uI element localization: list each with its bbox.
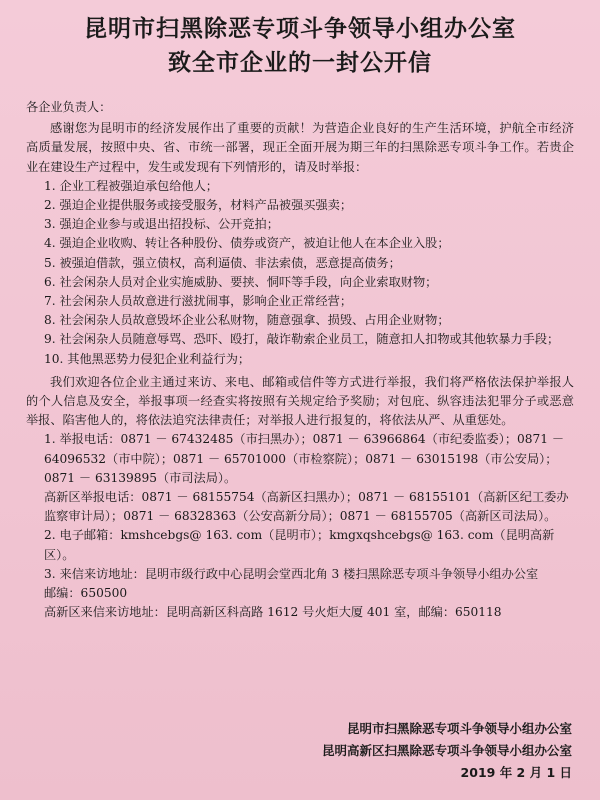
signature-org-city: 昆明市扫黑除恶专项斗争领导小组办公室 [346, 721, 572, 736]
list-item: 1. 企业工程被强迫承包给他人； [44, 178, 218, 193]
list-item: 8. 社会闲杂人员故意毁坏企业公私财物，随意强拿、损毁、占用企业财物； [44, 313, 450, 328]
mail-address-hitech: 高新区来信来访地址：昆明高新区科高路 1612 号火炬大厦 401 室，邮编：650118 [44, 605, 502, 620]
signature-block [322, 718, 572, 784]
list-item: 3. 强迫企业参与或退出招投标、公开竞拍； [44, 217, 279, 232]
intro-paragraph: 感谢您为昆明市的经济发展作出了重要的贡献！为营造企业良好的生产生活环境，护航全市经济高质量发展，按照中央、省、市统一部署，现正全面开展为期三年的扫黑除恶专项斗争工作。若贵企业在建设生产过程中，发生或发现有下列情形的，请及时举报： [26, 121, 574, 174]
welcome-paragraph: 我们欢迎各位企业主通过来访、来电、邮箱或信件等方式进行举报，我们将严格依法保护举报人的个人信息及安全，举报事项一经查实将按照有关规定给予奖励；对包庇、纵容违法犯罪分子或恶意举报、陷害他人的，将依法追究法律责任；对举报人进行报复的，将依法从严、从重惩处。 [26, 374, 574, 428]
list-item: 2. 强迫企业提供服务或接受服务，材料产品被强买强卖； [44, 198, 353, 213]
letter-body [26, 98, 574, 622]
phone-hitech: 高新区举报电话：0871 － 68155754（高新区扫黑办）；0871 － 68155101（高新区纪工委办监察审计局）；0871 － 68328363（公安高新分局）；0871 － 68155705（高新区司法局）。 [44, 490, 569, 524]
email-line: 2. 电子邮箱：kmshcebgs@ 163. com（昆明市）；kmgxqshcebgs@ 163. com（昆明高新区）。 [44, 528, 555, 562]
list-item: 6. 社会闲杂人员对企业实施威胁、要挟、恫吓等手段，向企业索取财物； [44, 274, 438, 289]
signature-org-hitech: 昆明高新区扫黑除恶专项斗争领导小组办公室 [321, 743, 572, 758]
list-item: 9. 社会闲杂人员随意辱骂、恐吓、殴打，敲诈勒索企业员工，随意扣人扣物或其他软暴力手段； [44, 332, 560, 347]
letter-title-line2: 致全市企业的一封公开信 [168, 50, 432, 76]
mail-address-city: 3. 来信来访地址：昆明市级行政中心昆明会堂西北角 3 楼扫黑除恶专项斗争领导小组办公室 邮编：650500 [44, 566, 563, 601]
salutation: 各企业负责人： [26, 100, 112, 114]
letter-title-line1: 昆明市扫黑除恶专项斗争领导小组办公室 [84, 16, 516, 42]
list-item: 5. 被强迫借款，强立债权，高利逼债、非法索债，恶意提高债务； [44, 255, 401, 270]
list-item: 10. 其他黑恶势力侵犯企业利益行为； [44, 351, 251, 366]
phone-city: 1. 举报电话：0871 － 67432485（市扫黑办）；0871 － 63966864（市纪委监委）；0871 － 64096532（市中院）；0871 － 65701000（市检察院）；0871 － 63015198（市公安局）；0871 － 63139895（市司法局）。 [44, 432, 565, 485]
signature-date: 2019 年 2 月 1 日 [460, 765, 572, 780]
list-item: 4. 强迫企业收购、转让各种股份、债券或资产，被迫让他人在本企业入股； [44, 236, 450, 251]
list-item: 7. 社会闲杂人员故意进行滋扰闹事，影响企业正常经营； [44, 294, 353, 309]
